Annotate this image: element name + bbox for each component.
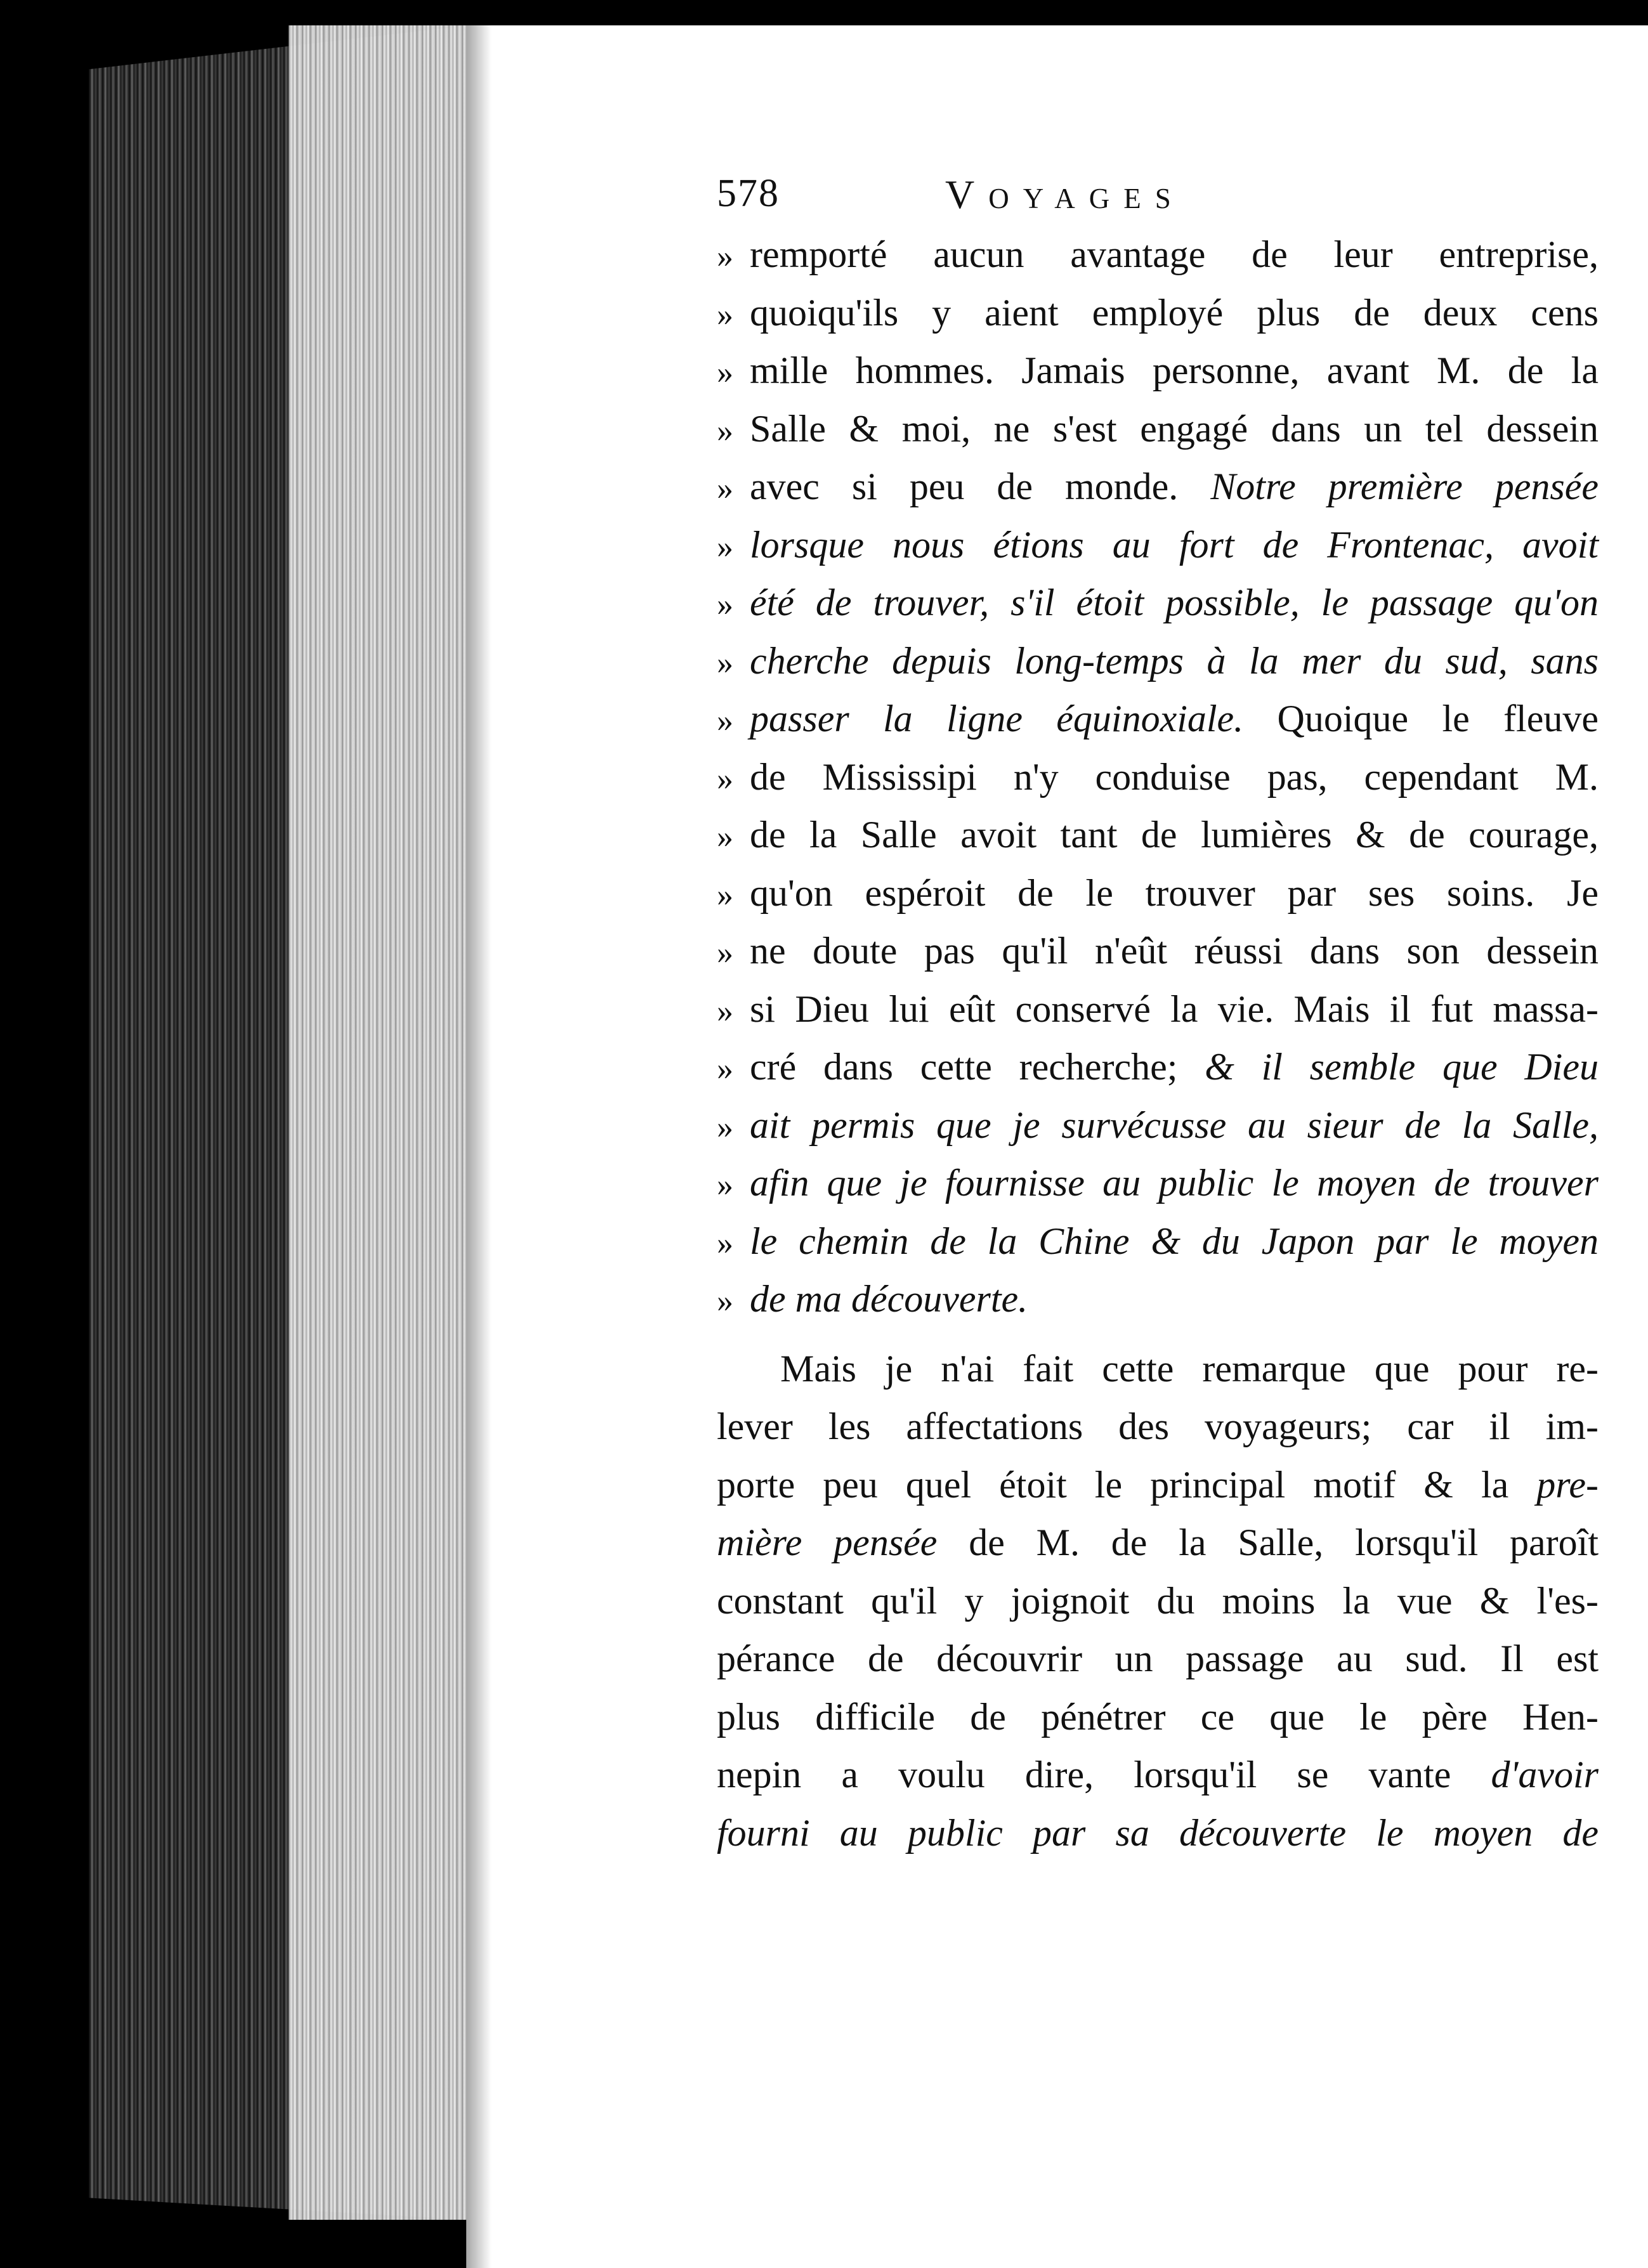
quoted-line: [717, 284, 1599, 342]
quoted-line: [717, 864, 1599, 923]
roman-text: quoiqu'ils y aient employé plus de deux cens: [750, 291, 1599, 334]
roman-text: porte peu quel étoit le principal motif & la: [717, 1463, 1537, 1506]
quote-mark: »: [717, 238, 733, 275]
italic-text: d'avoir: [1491, 1754, 1599, 1796]
paragraph-line: [717, 1456, 1599, 1515]
italic-text: Notre première pensée: [1210, 466, 1599, 507]
roman-text: lever les affectations des voyageurs; car il im-: [717, 1405, 1599, 1447]
paragraph-line: [717, 1398, 1599, 1456]
quoted-line: [717, 1213, 1599, 1271]
quoted-line: [717, 806, 1599, 864]
running-head: [717, 171, 1599, 222]
quote-mark: »: [717, 471, 733, 507]
quote-mark: »: [717, 993, 733, 1029]
quoted-line: [717, 1270, 1599, 1329]
quote-mark: »: [717, 877, 733, 913]
italic-text: le chemin de la Chine & du Japon par le moyen: [750, 1220, 1599, 1262]
quoted-line: [717, 1097, 1599, 1155]
italic-text: cherche depuis long-temps à la mer du sud, sans: [750, 639, 1599, 682]
gutter-shadow: [466, 25, 492, 2268]
roman-text: si Dieu lui eût conservé la vie. Mais il fut massa-: [750, 987, 1599, 1030]
roman-text: pérance de découvrir un passage au sud. Il est: [717, 1638, 1599, 1679]
italic-text: ait permis que je survécusse au sieur de la Salle,: [750, 1104, 1599, 1146]
italic-text: de ma découverte.: [750, 1278, 1028, 1320]
quote-mark: »: [717, 703, 733, 739]
roman-text: ne doute pas qu'il n'eût réussi dans son dessein: [750, 930, 1599, 972]
italic-text: mière pensée: [717, 1522, 938, 1563]
quote-mark: »: [717, 1051, 733, 1087]
italic-text: passer la ligne équinoxiale.: [750, 698, 1244, 740]
quote-mark: »: [717, 528, 733, 565]
quoted-line: [717, 1154, 1599, 1213]
quoted-line: [717, 981, 1599, 1039]
running-title: Voyages: [945, 172, 1185, 217]
quote-mark: »: [717, 1167, 733, 1203]
paragraph-line: [717, 1746, 1599, 1804]
roman-text: remporté aucun avantage de leur entreprise,: [750, 233, 1599, 275]
quoted-line: [717, 458, 1599, 516]
roman-text: constant qu'il y joignoit du moins la vue & l'es-: [717, 1579, 1599, 1622]
paragraph-line: [717, 1514, 1599, 1572]
quote-mark: »: [717, 412, 733, 449]
quoted-line: [717, 632, 1599, 691]
roman-text: Mais je n'ai fait cette remarque que pour re-: [780, 1347, 1599, 1390]
italic-text: afin que je fournisse au public le moyen de trouver: [750, 1162, 1599, 1204]
quote-mark: »: [717, 760, 733, 797]
page-text-block: [717, 171, 1599, 1862]
italic-text: pre-: [1536, 1463, 1599, 1506]
quote-mark: »: [717, 819, 733, 855]
page-number: 578: [717, 172, 780, 215]
italic-text: été de trouver, s'il étoit possible, le passage qu'on: [750, 582, 1599, 623]
roman-text: nepin a voulu dire, lorsqu'il se vante: [717, 1754, 1491, 1796]
roman-text: Quoique le fleuve: [1243, 698, 1599, 740]
quoted-line: [717, 400, 1599, 459]
italic-text: fourni au public par sa découverte le moyen de: [717, 1811, 1599, 1854]
quoted-line: [717, 574, 1599, 632]
quoted-line: [717, 226, 1599, 284]
roman-text: plus difficile de pénétrer ce que le père Hen-: [717, 1695, 1599, 1738]
paragraph-line: [717, 1688, 1599, 1747]
quoted-line: [717, 1038, 1599, 1097]
roman-text: mille hommes. Jamais personne, avant M. de la: [750, 349, 1599, 391]
roman-text: Salle & moi, ne s'est engagé dans un tel dessein: [750, 407, 1599, 450]
paragraph-line: [717, 1630, 1599, 1688]
quoted-line: [717, 342, 1599, 400]
paragraph-line: [717, 1340, 1599, 1398]
roman-text: qu'on espéroit de le trouver par ses soins. Je: [750, 871, 1599, 914]
italic-text: lorsque nous étions au fort de Frontenac, avoit: [750, 523, 1599, 566]
roman-text: cré dans cette recherche;: [750, 1046, 1205, 1088]
quoted-line: [717, 922, 1599, 981]
italic-text: & il semble que Dieu: [1205, 1046, 1599, 1088]
quote-mark: »: [717, 587, 733, 623]
quote-mark: »: [717, 1283, 733, 1319]
roman-text: de Mississipi n'y conduise pas, cependant M.: [750, 755, 1599, 798]
quote-mark: »: [717, 296, 733, 333]
roman-text: de M. de la Salle, lorsqu'il paroît: [937, 1522, 1599, 1563]
quote-mark: »: [717, 644, 733, 681]
quote-mark: »: [717, 355, 733, 391]
paragraph-line: [717, 1572, 1599, 1631]
paragraph-gap: [717, 1329, 1599, 1340]
quoted-line: [717, 748, 1599, 807]
paragraph-line: [717, 1804, 1599, 1863]
roman-text: avec si peu de monde.: [750, 466, 1211, 507]
quote-mark: »: [717, 1225, 733, 1261]
roman-text: de la Salle avoit tant de lumières & de courage,: [750, 814, 1599, 856]
quoted-line: [717, 516, 1599, 575]
quote-mark: »: [717, 1109, 733, 1145]
quoted-passage: [717, 226, 1599, 1329]
quoted-line: [717, 690, 1599, 748]
book-page-edges-light: [289, 25, 473, 2220]
commentary-paragraph: [717, 1340, 1599, 1863]
quote-mark: »: [717, 935, 733, 971]
